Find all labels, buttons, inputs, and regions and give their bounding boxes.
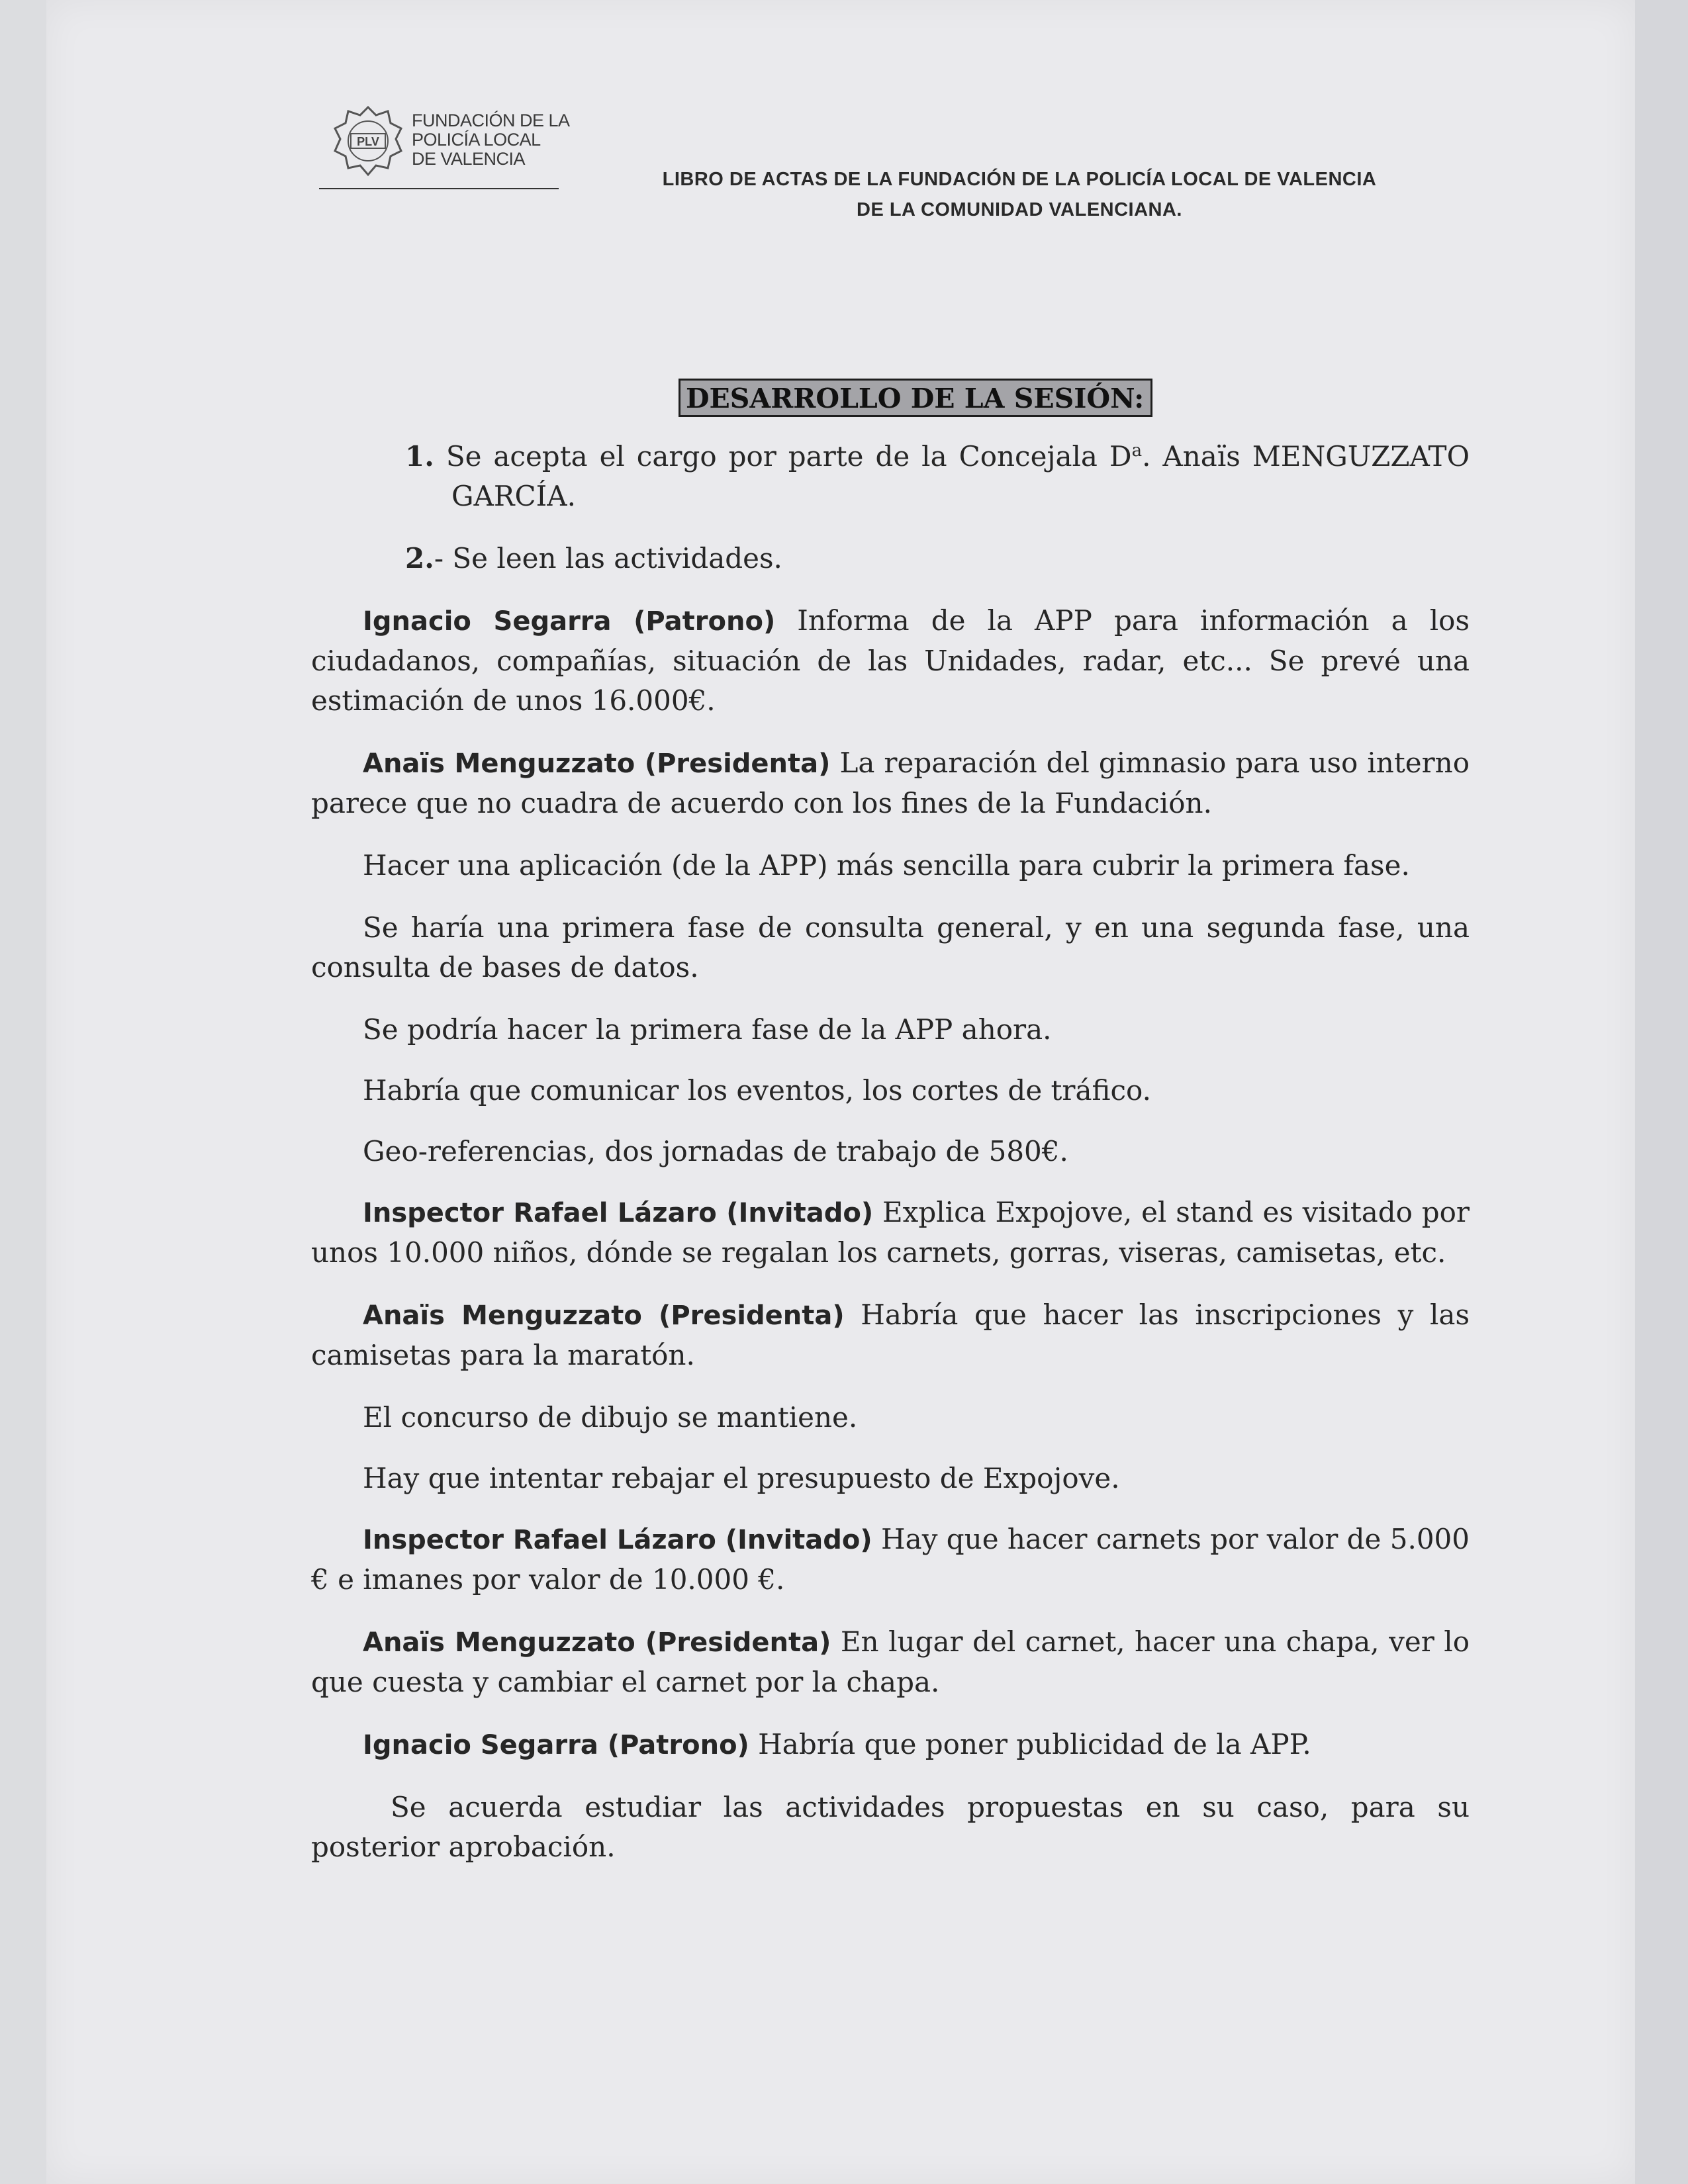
item-number: 2.: [405, 542, 434, 574]
paragraph-text: Habría que comunicar los eventos, los cortes de tráfico.: [363, 1074, 1151, 1107]
paragraph-text: Habría que poner publicidad de la APP.: [749, 1728, 1311, 1760]
paragraph: [311, 1193, 1470, 1273]
minutes-body: [311, 437, 1470, 1889]
scan-edge: [1635, 0, 1688, 2184]
foundation-logo: [279, 99, 570, 199]
paragraph-text: La reparación del gimnasio para uso interno parece que no cuadra de acuerdo con los fines de la Fundación.: [311, 747, 1470, 819]
logo-text-line: DE VALENCIA: [412, 149, 526, 169]
section-title: DESARROLLO DE LA SESIÓN:: [679, 379, 1152, 417]
paragraph: [311, 1520, 1470, 1600]
paragraph: [311, 1398, 1470, 1437]
list-item: [311, 437, 1470, 516]
paragraph-text: Explica Expojove, el stand es visitado por unos 10.000 niños, dónde se regalan los carnets, gorras, viseras, camisetas, etc.: [311, 1196, 1470, 1269]
paragraph-text: En lugar del carnet, hacer una chapa, ver lo que cuesta y cambiar el carnet por la chapa.: [311, 1625, 1470, 1698]
speaker-name: Anaïs Menguzzato (Presidenta): [363, 1300, 845, 1331]
paragraph-text: Informa de la APP para información a los ciudadanos, compañías, situación de las Unidades, radar, etc... Se prevé una estimación de unos 16.000€.: [311, 604, 1470, 717]
logo-text-line: POLICÍA LOCAL: [412, 130, 541, 150]
paragraph: [311, 743, 1470, 823]
paragraph: [311, 1295, 1470, 1375]
item-text: Se acepta el cargo por parte de la Concejala D: [434, 440, 1132, 473]
header-title-line: DE LA COMUNIDAD VALENCIANA.: [857, 199, 1182, 220]
paragraph: [311, 1725, 1470, 1765]
paragraph-text: Hacer una aplicación (de la APP) más sencilla para cubrir la primera fase.: [363, 849, 1410, 882]
list-item: [311, 539, 1470, 578]
paragraph: [311, 1010, 1470, 1050]
paragraph-text: Se haría una primera fase de consulta general, y en una segunda fase, una consulta de bases de datos.: [311, 911, 1470, 983]
header-title-line: LIBRO DE ACTAS DE LA FUNDACIÓN DE LA POLICÍA LOCAL DE VALENCIA: [662, 169, 1377, 190]
paragraph-text: Hay que intentar rebajar el presupuesto de Expojove.: [363, 1462, 1120, 1494]
paragraph: [311, 1459, 1470, 1498]
paragraph-text: Se acuerda estudiar las actividades propuestas en su caso, para su posterior aprobación.: [311, 1791, 1470, 1863]
speaker-name: Ignacio Segarra (Patrono): [363, 1730, 749, 1760]
paragraph-text: Hay que hacer carnets por valor de 5.000 € e imanes por valor de 10.000 €.: [311, 1523, 1470, 1596]
paragraph-text: Geo-referencias, dos jornadas de trabajo de 580€.: [363, 1135, 1068, 1167]
logo-text-line: FUNDACIÓN DE LA: [412, 111, 570, 130]
paragraph: [311, 601, 1470, 721]
paragraph-text: El concurso de dibujo se mantiene.: [363, 1401, 858, 1433]
speaker-name: Ignacio Segarra (Patrono): [363, 606, 776, 637]
item-text: - Se leen las actividades.: [434, 542, 782, 574]
speaker-name: Anaïs Menguzzato (Presidenta): [363, 749, 831, 779]
speaker-name: Inspector Rafael Lázaro (Invitado): [363, 1525, 872, 1555]
paragraph: [311, 1622, 1470, 1702]
superscript: a: [1131, 441, 1143, 461]
speaker-name: Anaïs Menguzzato (Presidenta): [363, 1627, 831, 1658]
paragraph-text: Habría que hacer las inscripciones y las camisetas para la maratón.: [311, 1298, 1470, 1371]
paragraph: [311, 1132, 1470, 1171]
police-seal-icon: [332, 106, 404, 177]
paragraph: [311, 846, 1470, 886]
item-number: 1.: [405, 440, 434, 473]
speaker-name: Inspector Rafael Lázaro (Invitado): [363, 1198, 874, 1228]
header-title: [563, 164, 1476, 225]
paragraph: [311, 1071, 1470, 1111]
header-rule: [319, 188, 559, 189]
logo-text: [412, 111, 571, 169]
paragraph-text: Se podría hacer la primera fase de la APP ahora.: [363, 1013, 1052, 1046]
paragraph: [311, 1788, 1470, 1867]
item-text: . Anaïs MENGUZZATO GARCÍA.: [451, 440, 1470, 512]
svg-text:PLV: PLV: [357, 135, 379, 148]
paragraph: [311, 908, 1470, 987]
document-page: [46, 0, 1635, 2184]
